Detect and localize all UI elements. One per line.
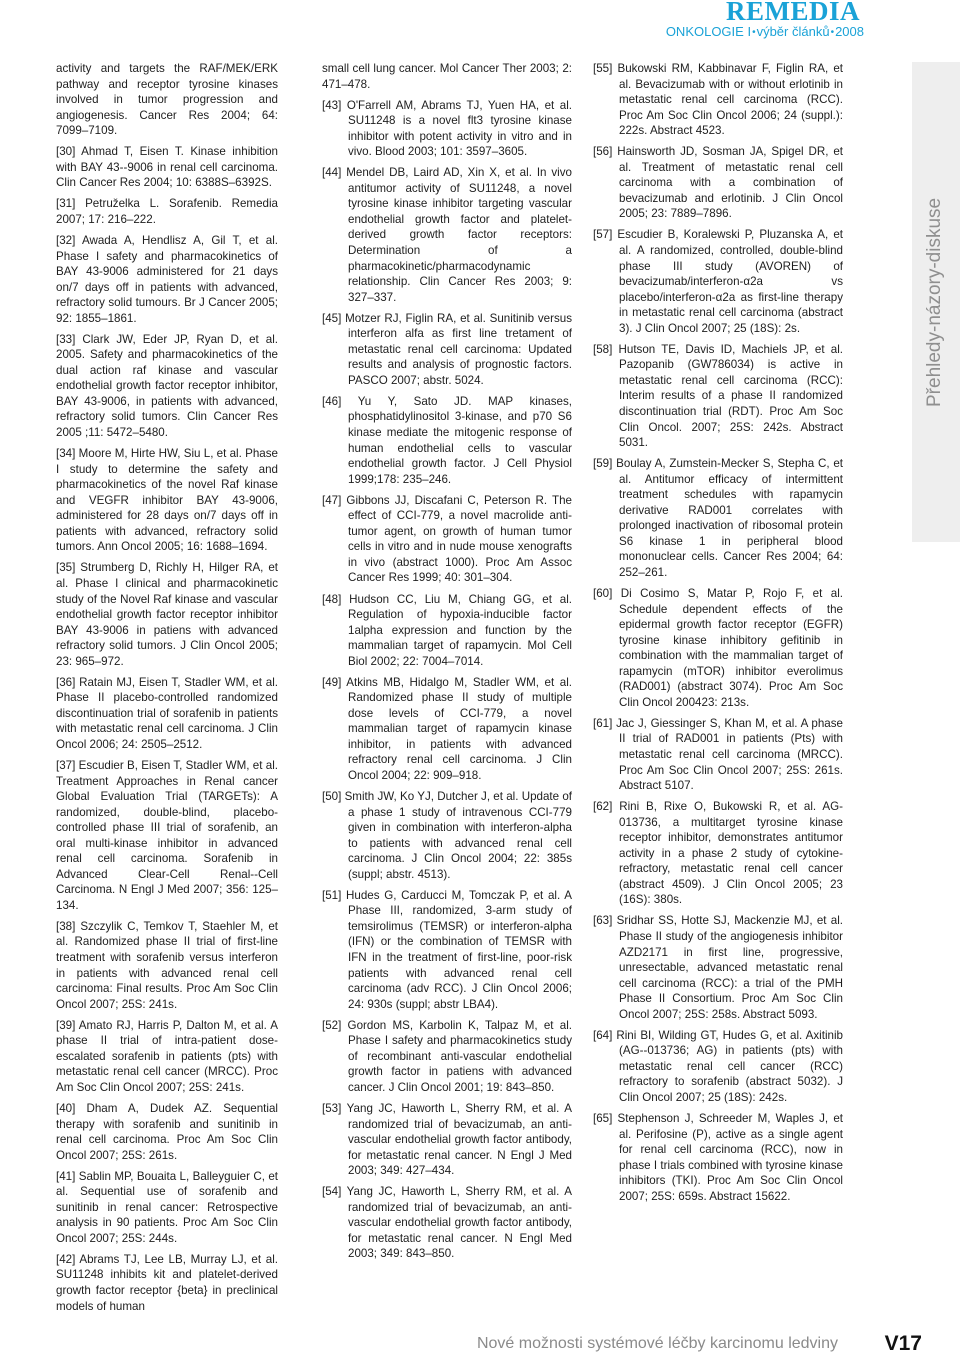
reference-entry: [37] Escudier B, Eisen T, Stadler WM, et al. Treatment Approaches in Renal cancer Global Evaluation Trial (TARGETs): A randomized, double-blind, placebo-controlled phase III trial of sorafenib, an oral multi-kinase inhibitor in advanced renal cell carcinoma. Sorafenib in Advanced Clear-Cell Renal--Cell Carcinoma. N Engl J Med 2007; 356: 125–134. <box>56 758 278 912</box>
reference-entry: [41] Sablin MP, Bouaita L, Balleyguier C, et al. Sequential use of sorafenib and sunitinib in renal cancer: Retrospective analysis in 90 patients. Proc Am Soc Clin Oncol 2007; 25S: 244s. <box>56 1169 278 1245</box>
reference-entry: [54] Yang JC, Haworth L, Sherry RM, et al. A randomized trial of bevacizumab, an anti-vascular endothelial growth factor antibody, for metastatic renal cancer. N Engl Med 2003; 349: 843–850. <box>322 1185 572 1261</box>
reference-entry: small cell lung cancer. Mol Cancer Ther 2003; 2: 471–478. <box>322 62 572 91</box>
reference-entry: [46] Yu Y, Sato JD. MAP kinases, phosphatidylinositol 3-kinase, and p70 S6 kinase mediate the mitogenic response of human endothelial cells to vascular endothelial growth factor. J Cell Physiol 1999;178: 235–246. <box>322 394 572 486</box>
issue-info <box>666 24 864 39</box>
reference-entry: [60] Di Cosimo S, Matar P, Rojo F, et al. Schedule dependent effects of the epidermal growth factor receptor (EGFR) tyrosine kinase inhibitory gefitinib in combination with the mammalian target of rapamycin (mTOR) inhibitor everolimus (RAD001) (abstract 3074). Proc Am Soc Clin Oncol 200423: 213s. <box>593 587 843 709</box>
references-column-2 <box>322 61 572 1267</box>
reference-entry: [30] Ahmad T, Eisen T. Kinase inhibition with BAY 43--9006 in renal cell carcinoma. Clin Cancer Res 2004; 10: 6388S–6392S. <box>56 145 278 190</box>
reference-entry: [49] Atkins MB, Hidalgo M, Stadler WM, et al. Randomized phase II study of multiple dose levels of CCI-779, a novel mammalian target of rapamycin kinase inhibitor, in patients with advanced refractory renal cell carcinoma. J Clin Oncol 2004; 22: 909–918. <box>322 675 572 783</box>
reference-entry: [34] Moore M, Hirte HW, Siu L, et al. Phase I study to determine the safety and pharmacokinetics of the novel Raf kinase and VEGFR inhibitor BAY 43-9006, administered for 28 days on/7 days off in patients with advanced, refractory solid tumors. Ann Oncol 2005; 16: 1688–1694. <box>56 447 278 554</box>
issue-section: ONKOLOGIE I <box>665 24 752 39</box>
reference-entry: [64] Rini BI, Wilding GT, Hudes G, et al. Axitinib (AG--013736; AG) in patients (pts) with metastatic renal cell cancer (RCC) refractory to sorafenib (abstract 5032). J Clin Oncol 2007; 25 (18S): 242s. <box>593 1028 843 1104</box>
issue-separator-dot: • <box>752 27 756 38</box>
reference-entry: [52] Gordon MS, Karbolin K, Talpaz M, et al. Phase I safety and pharmacokinetics study of recombinant anti-vascular endothelial growth factor in patiens with advanced cancer. J Clin Oncol 2001; 19: 843–850. <box>322 1018 572 1094</box>
reference-entry: [43] O'Farrell AM, Abrams TJ, Yuen HA, et al. SU11248 is a novel flt3 tyrosine kinase inhibitor with potent activity in vitro and in vivo. Blood 2003; 101: 3597–3605. <box>322 98 572 159</box>
reference-entry: [40] Dham A, Dudek AZ. Sequential therapy with sorafenib and sunitinib in renal cell carcinoma. Proc Am Soc Clin Oncol 2007; 25S: 261s. <box>56 1101 278 1162</box>
reference-entry: activity and targets the RAF/MEK/ERK pathway and receptor tyrosine kinases involved in tumor progression and angiogenesis. Cancer Res 2004; 64: 7099–7109. <box>56 62 278 138</box>
reference-entry: [53] Yang JC, Haworth L, Sherry RM, et al. A randomized trial of bevacizumab, an anti-vascular endothelial growth factor antibody, for metastatic renal cancer. N Engl J Med 2003; 349: 427–434. <box>322 1101 572 1178</box>
reference-entry: [36] Ratain MJ, Eisen T, Stadler WM, et al. Phase II placebo-controlled randomized discontinuation trial of sorafenib in patients with metastatic renal cell carcinoma. J Clin Oncol 2006; 24: 2505–2512. <box>56 675 278 751</box>
reference-entry: [62] Rini B, Rixe O, Bukowski R, et al. AG-013736, a multitarget tyrosine kinase receptor inhibitor, demonstrates antitumor activity in a phase 2 study of cytokine-refractory, metastatic renal cell cancer (abstract 4509). J Clin Oncol 2005; 23 (16S): 380s. <box>593 800 843 907</box>
issue-separator-dot: • <box>830 27 835 38</box>
journal-logo: REMEDIA <box>725 0 860 26</box>
reference-entry: [56] Hainsworth JD, Sosman JA, Spigel DR, et al. Treatment of metastatic renal cell carcinoma with a combination of bevacizumab and erlotinib. J Clin Oncol 2005; 23: 7889–7896. <box>593 145 843 221</box>
issue-title: výběr článků <box>756 24 830 39</box>
references-column-3 <box>593 61 843 1210</box>
reference-entry: [58] Hutson TE, Davis ID, Machiels JP, et al. Pazopanib (GW786034) is active in metastatic renal cell carcinoma (RCC): Interim results of a phase II randomized discontinuation trial (RDT). Proc Am Soc Clin Oncol. 2007; 25S: 242s. Abstract 5031. <box>593 342 843 450</box>
footer-article-title: Nové možnosti systémové léčby karcinomu ledviny <box>476 1335 838 1352</box>
reference-entry: [45] Motzer RJ, Figlin RA, et al. Sunitinib versus interferon alfa as first line tretament of metastatic renal cell carcinoma: Updated results and analysis of prognostic factors. PASCO 2007; abstr. 5024. <box>322 311 572 387</box>
reference-entry: [39] Amato RJ, Harris P, Dalton M, et al. A phase II trial of intra-patient dose-escalated sorafenib in patients (pts) with metastatic renal cell cancer (MRCC). Proc Am Soc Clin Oncol 2007; 25S: 241s. <box>56 1018 278 1094</box>
reference-entry: [47] Gibbons JJ, Discafani C, Peterson R. The effect of CCI-779, a novel macrolide anti-tumor agent, on growth of human tumor cells in vitro and in nude mouse xenografts in vivo (abstract 1000). Proc Am Assoc Cancer Res 1999; 40: 301–304. <box>322 493 572 585</box>
reference-entry: [51] Hudes G, Carducci M, Tomczak P, et al. A Phase III, randomized, 3-arm study of temsirolimus (TEMSR) or interferon-alpha (IFN) or the combination of TEMSR with IFN in the treatment of first-line, poor-risk patients with advanced renal cell carcinoma (adv RCC). J Clin Oncol 2006; 24: 930s (suppl; abstr LBA4). <box>322 888 572 1011</box>
reference-entry: [55] Bukowski RM, Kabbinavar F, Figlin RA, et al. Bevacizumab with or without erlotinib in metastatic renal cell carcinoma (RCC). Proc Am Soc Clin Oncol 2006; 24 (suppl.): 222s. Abstract 4523. <box>593 62 843 138</box>
reference-entry: [35] Strumberg D, Richly H, Hilger RA, et al. Phase I clinical and pharmacokinetic study of the Novel Raf kinase and vascular endothelial growth factor receptor inhibitor BAY 43-9006 in patiens with advanced refractory solid tumors. J Clin Oncol 2005; 23: 965–972. <box>56 561 278 668</box>
page-number: V17 <box>884 1332 922 1355</box>
reference-entry: [48] Hudson CC, Liu M, Chiang GG, et al. Regulation of hypoxia-inducible factor 1alpha expression and function by the mammalian target of rapamycin. Mol Cell Biol 2002; 22: 7004–7014. <box>322 592 572 668</box>
reference-entry: [59] Boulay A, Zumstein-Mecker S, Stepha C, et al. Antitumor efficacy of intermittent treatment schedules with rapamycin derivative RAD001 correlates with prolonged inactivation of ribosomal protein S6 kinase 1 in peripheral blood mononuclear cells. Cancer Res 2004; 64: 252–261. <box>593 457 843 579</box>
reference-entry: [57] Escudier B, Koralewski P, Pluzanska A, et al. A randomized, controlled, double-blind phase III study (AVOREN) of bevacizumab/interferon-α2a vs placebo/interferon-α2a as first-line therapy in metastatic renal cell carcinoma (abstract 3). J Clin Oncol 2007; 25 (18S): 2s. <box>593 228 843 335</box>
reference-entry: [50] Smith JW, Ko YJ, Dutcher J, et al. Update of a phase 1 study of intravenous CCI-779 given in combination with interferon-alpha to patients with advanced renal cell carcinoma. J Clin Oncol 2004; 22: 385s (suppl; abstr. 4513). <box>322 790 572 881</box>
reference-entry: [32] Awada A, Hendlisz A, Gil T, et al. Phase I safety and pharmacokinetics of BAY 43-9006 administered for 21 days on/7 days off in patients with advanced, refractory solid tumours. Br J Cancer 2005; 92: 1855–1861. <box>56 233 278 325</box>
references-column-1 <box>56 61 278 1320</box>
reference-entry: [61] Jac J, Giessinger S, Khan M, et al. A phase II trial of RAD001 in patients (Pts) with metastatic renal cell carcinoma (MRCC). Proc Am Soc Clin Oncol 2007; 25S: 261s. Abstract 5107. <box>593 716 843 793</box>
reference-entry: [38] Szczylik C, Temkov T, Staehler M, et al. Randomized phase II trial of first-line treatment with sorafenib versus interferon in patients with advanced renal cell carcinoma: Final results. Proc Am Soc Clin Oncol 2007; 25S: 241s. <box>56 919 278 1011</box>
reference-entry: [44] Mendel DB, Laird AD, Xin X, et al. In vivo antitumor activity of SU11248, a novel tyrosine kinase inhibitor targeting vascular endothelial growth factor and platelet-derived growth factor receptors: Determination of a pharmacokinetic/pharmacodynamic relationship. Clin Cancer Res 2003; 9: 327–337. <box>322 166 572 304</box>
reference-entry: [31] Petruželka L. Sorafenib. Remedia 2007; 17: 216–222. <box>56 197 278 226</box>
reference-entry: [42] Abrams TJ, Lee LB, Murray LJ, et al. SU11248 inhibits kit and platelet-derived growth factor receptor {beta} in preclinical models of human <box>56 1252 278 1313</box>
side-section-label: Přehledy-názory-diskuse <box>924 197 945 407</box>
reference-entry: [33] Clark JW, Eder JP, Ryan D, et al. 2005. Safety and pharmacokinetics of the dual action raf kinase and vascular endothelial growth factor receptor inhibitor, BAY 43-9006, in patients with advanced, refractory solid tumors. Clin Cancer Res 2005 ;11: 5472–5480. <box>56 332 278 440</box>
reference-entry: [63] Sridhar SS, Hotte SJ, Mackenzie MJ, et al. Phase II study of the angiogenesis inhibitor AZD2171 in first line, progressive, unresectable, advanced metastatic renal cell carcinoma (RCC): a trial of the PMH Phase II Consortium. Proc Am Soc Clin Oncol 2007; 25S: 258s. Abstract 5093. <box>593 914 843 1021</box>
issue-year: 2008 <box>835 24 864 39</box>
reference-entry: [65] Stephenson J, Schreeder M, Waples J, et al. Perifosine (P), active as a single agent for renal cell carcinoma (RCC), now in phase I trials combined with tyrosine kinase inhibitors (TKI). Proc Am Soc Clin Oncol 2007; 25S: 659s. Abstract 15622. <box>593 1112 843 1203</box>
